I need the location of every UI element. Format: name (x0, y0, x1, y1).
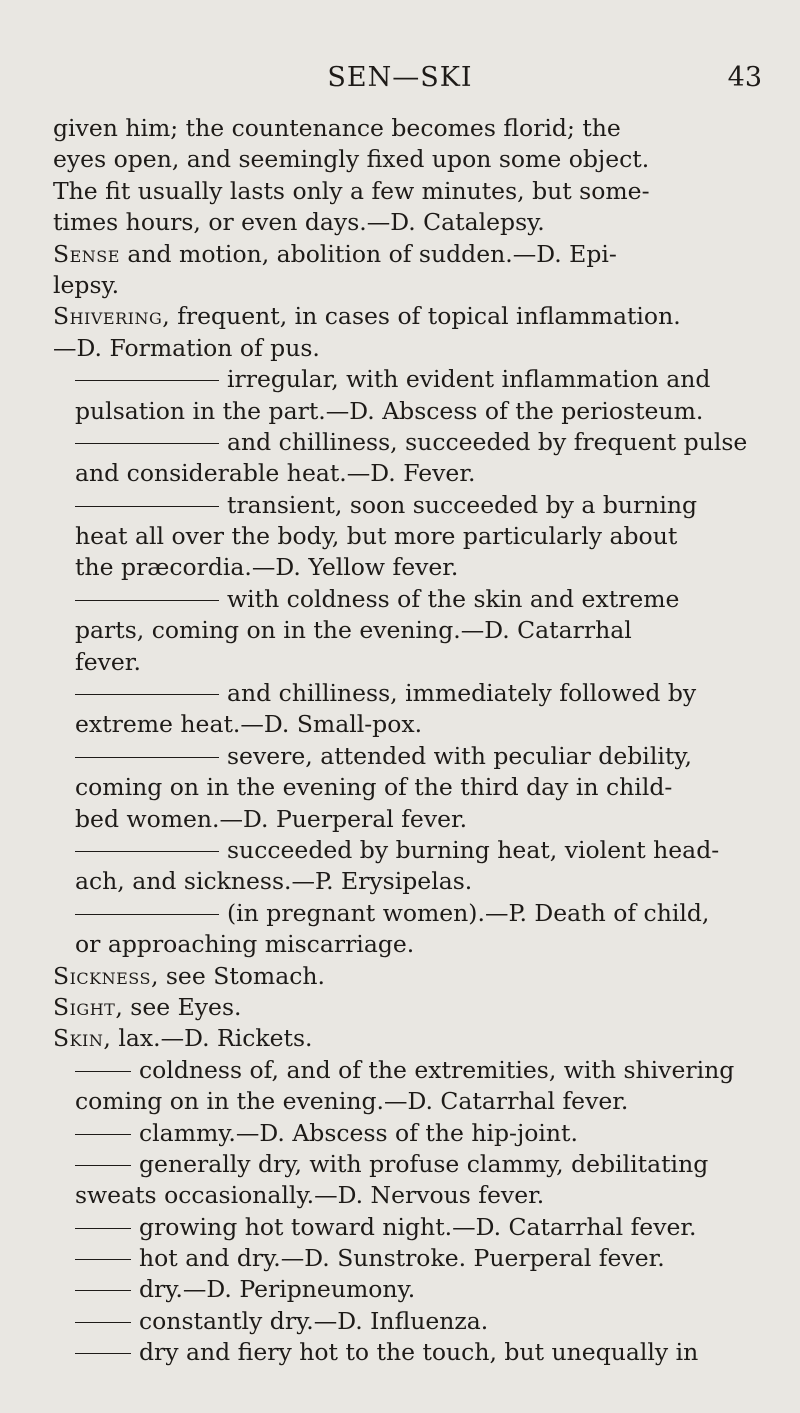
line-text: —D. Formation of pus. (53, 333, 320, 362)
text-line (53, 396, 773, 427)
text-line (53, 678, 773, 709)
text-line (53, 1243, 773, 1274)
line-text: , see Eyes. (115, 992, 242, 1021)
line-text: heat all over the body, but more particularly about (75, 522, 678, 551)
entry-heading: Shivering (53, 302, 163, 331)
repeat-dash (75, 600, 219, 601)
text-line (53, 615, 773, 646)
line-text: parts, coming on in the evening.—D. Catarrhal (75, 616, 632, 645)
line-text: lepsy. (53, 270, 120, 299)
text-line (53, 772, 773, 803)
entry-heading: Sickness (53, 961, 151, 990)
line-text: transient, soon succeeded by a burning (227, 490, 698, 519)
text-line (53, 709, 773, 740)
text-line (53, 1337, 773, 1368)
line-text: and chilliness, immediately followed by (227, 679, 697, 708)
text-line (53, 835, 773, 866)
line-text: clammy.—D. Abscess of the hip-joint. (139, 1118, 578, 1147)
repeat-dash (75, 1071, 131, 1072)
text-line (53, 1212, 773, 1243)
line-text: and chilliness, succeeded by frequent pulse (227, 427, 748, 456)
text-line (53, 1055, 773, 1086)
text-line (53, 364, 773, 395)
line-text: given him; the countenance becomes florid; the (53, 114, 621, 142)
repeat-dash (75, 851, 219, 852)
text-line (53, 1023, 773, 1054)
page-header (0, 58, 800, 98)
line-text: coming on in the evening of the third day in child- (75, 773, 673, 802)
line-text: ach, and sickness.—P. Erysipelas. (75, 867, 473, 896)
text-line (53, 1118, 773, 1149)
repeat-dash (75, 506, 219, 507)
repeat-dash (75, 1353, 131, 1354)
text-line (53, 1306, 773, 1337)
text-line (53, 1149, 773, 1180)
page-number: 43 (727, 62, 762, 93)
line-text: The fit usually lasts only a few minutes, but some- (53, 176, 650, 205)
line-text: dry.—D. Peripneumony. (139, 1275, 416, 1304)
line-text: with coldness of the skin and extreme (227, 584, 680, 613)
line-text: bed women.—D. Puerperal fever. (75, 804, 468, 833)
line-text: , see Stomach. (150, 961, 325, 990)
line-text: pulsation in the part.—D. Abscess of the periosteum. (75, 396, 704, 425)
entry-heading: Sight (53, 992, 116, 1021)
text-line (53, 113, 773, 144)
line-text: eyes open, and seemingly fixed upon some object. (53, 145, 650, 174)
text-line (53, 584, 773, 615)
line-text: sweats occasionally.—D. Nervous fever. (75, 1181, 545, 1210)
text-line (53, 898, 773, 929)
line-text: and motion, abolition of sudden.—D. Epi- (119, 239, 617, 268)
text-line (53, 490, 773, 521)
repeat-dash (75, 1259, 131, 1260)
text-line (53, 992, 773, 1023)
line-text: or approaching miscarriage. (75, 930, 415, 959)
running-head: SEN—SKI (327, 62, 473, 93)
line-text: the præcordia.—D. Yellow fever. (75, 553, 459, 582)
entry-heading: Skin (53, 1024, 104, 1053)
line-text: (in pregnant women).—P. Death of child, (227, 898, 710, 927)
repeat-dash (75, 1228, 131, 1229)
text-line (53, 458, 773, 489)
text-line (53, 239, 773, 270)
text-line (53, 333, 773, 364)
repeat-dash (75, 380, 219, 381)
repeat-dash (75, 443, 219, 444)
line-text: coldness of, and of the extremities, with shivering (139, 1055, 735, 1084)
text-line (53, 301, 773, 332)
text-line (53, 647, 773, 678)
repeat-dash (75, 1134, 131, 1135)
line-text: , lax.—D. Rickets. (103, 1024, 313, 1053)
repeat-dash (75, 694, 219, 695)
text-line (53, 961, 773, 992)
repeat-dash (75, 1165, 131, 1166)
line-text: generally dry, with profuse clammy, debilitating (139, 1149, 709, 1178)
line-text: constantly dry.—D. Influenza. (139, 1306, 489, 1335)
line-text: extreme heat.—D. Small-pox. (75, 710, 423, 739)
line-text: growing hot toward night.—D. Catarrhal fever. (139, 1212, 697, 1241)
text-line (53, 804, 773, 835)
text-line (53, 1086, 773, 1117)
line-text: and considerable heat.—D. Fever. (75, 459, 476, 488)
line-text: times hours, or even days.—D. Catalepsy. (53, 208, 545, 237)
repeat-dash (75, 1322, 131, 1323)
text-line (53, 1180, 773, 1211)
line-text: succeeded by burning heat, violent head- (227, 835, 720, 864)
line-text: hot and dry.—D. Sunstroke. Puerperal fever. (139, 1244, 665, 1273)
text-line (53, 176, 773, 207)
text-line (53, 1274, 773, 1305)
repeat-dash (75, 757, 219, 758)
line-text: irregular, with evident inflammation and (227, 365, 711, 394)
line-text: , frequent, in cases of topical inflammation. (162, 302, 681, 331)
text-line (53, 929, 773, 960)
text-line (53, 144, 773, 175)
text-line (53, 427, 773, 458)
text-line (53, 521, 773, 552)
text-line (53, 741, 773, 772)
line-text: fever. (75, 647, 141, 676)
text-line (53, 270, 773, 301)
text-line (53, 552, 773, 583)
repeat-dash (75, 914, 219, 915)
line-text: dry and fiery hot to the touch, but unequally in (139, 1338, 699, 1367)
entry-heading: Sense (53, 239, 120, 268)
text-line (53, 866, 773, 897)
repeat-dash (75, 1290, 131, 1291)
text-line (53, 207, 773, 238)
line-text: severe, attended with peculiar debility, (227, 741, 692, 770)
page-body (53, 113, 773, 1369)
line-text: coming on in the evening.—D. Catarrhal fever. (75, 1087, 629, 1116)
